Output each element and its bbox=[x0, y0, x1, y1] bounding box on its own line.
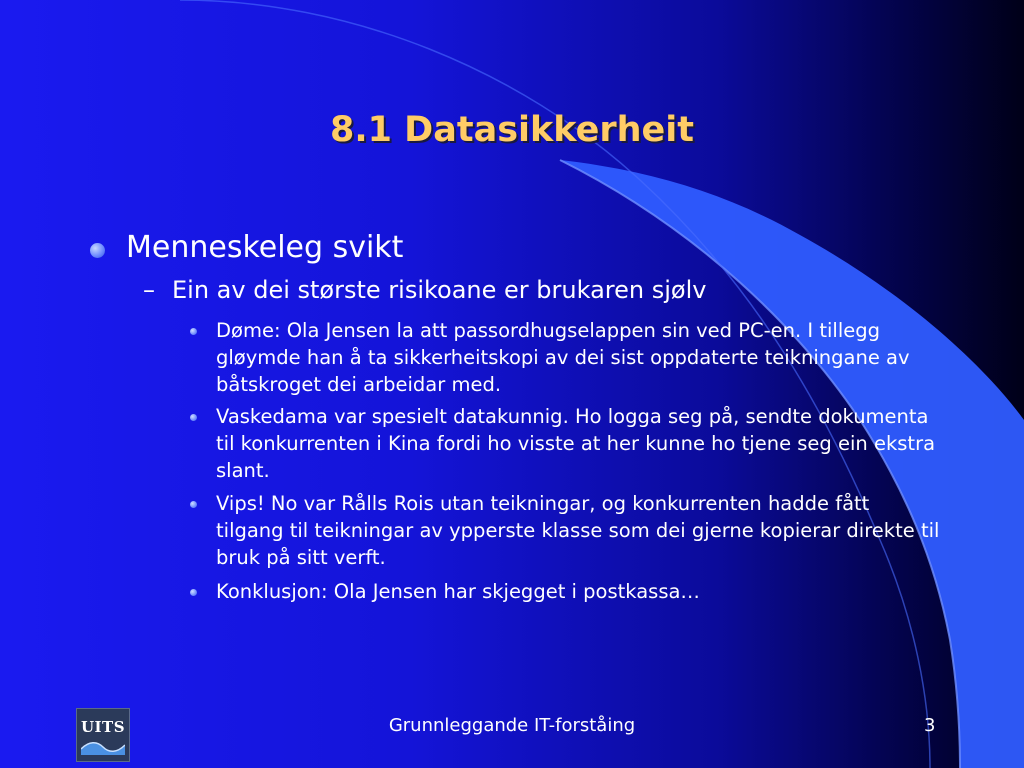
bullet-dot-icon bbox=[190, 328, 197, 335]
dash-marker: – bbox=[143, 276, 155, 304]
bullet-level2-text: Ein av dei største risikoane er brukaren sjølv bbox=[172, 276, 707, 304]
logo-wave-icon bbox=[81, 739, 125, 755]
bullet-dot-icon bbox=[190, 589, 197, 596]
bullet-dot-icon bbox=[190, 501, 197, 508]
logo-text: UITS bbox=[80, 718, 126, 736]
bullet-level1-text: Menneskeleg svikt bbox=[126, 230, 404, 265]
bullet-level3-text: Døme: Ola Jensen la att passordhugselappen sin ved PC-en. I tillegg gløymde han å ta sikkerheitskopi av dei sist oppdaterte teikningane av båtskroget dei arbeidar med. bbox=[216, 319, 910, 396]
bullet-dot-icon bbox=[190, 414, 197, 421]
bullet-level3-text: Vaskedama var spesielt datakunnig. Ho logga seg på, sendte dokumenta til konkurrenten i Kina fordi ho visste at her kunne ho tjene seg ein ekstra slant. bbox=[216, 405, 936, 482]
bullet-level3-text: Konklusjon: Ola Jensen har skjegget i postkassa… bbox=[216, 580, 700, 603]
footer-title: Grunnleggande IT-forståing bbox=[388, 715, 636, 736]
page-number: 3 bbox=[924, 715, 936, 736]
slide-title: 8.1 Datasikkerheit bbox=[329, 110, 695, 150]
bullet-dot-icon bbox=[90, 243, 105, 258]
bullet-level3-text: Vips! No var Rålls Rois utan teikningar, og konkurrenten hadde fått tilgang til teikningar av ypperste klasse som dei gjerne kopierar direkte til bruk på sitt verft. bbox=[216, 492, 940, 569]
